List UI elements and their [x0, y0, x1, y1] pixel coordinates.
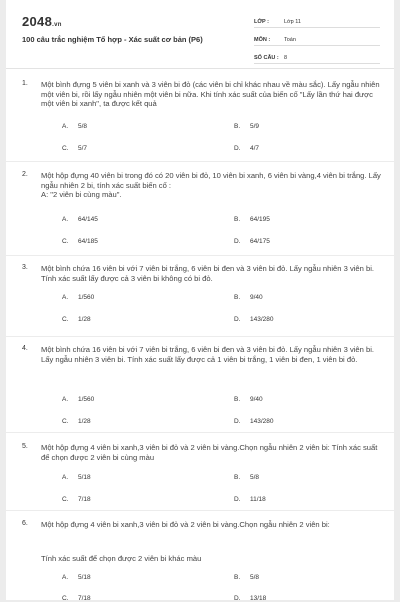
logo-text: 2048: [22, 14, 53, 29]
question-number: 6.: [22, 520, 28, 527]
option-a[interactable]: A. 5/8: [62, 123, 88, 130]
option-c[interactable]: C. 64/185: [62, 238, 98, 245]
option-b[interactable]: B. 5/9: [234, 123, 260, 130]
document-title: 100 câu trắc nghiệm Tổ hợp - Xác suất cơ bản (P6): [22, 35, 203, 44]
option-a[interactable]: A. 1/560: [62, 396, 95, 403]
question-1: [22, 80, 380, 158]
question-text: Một bình chứa 16 viên bi với 7 viên bi trắng, 6 viên bi đen và 3 viên bi đỏ. Lấy ngẫu nhiên 3 viên bi. Lấy ngẫu nhiên 3 viên bi. Tính xác suất lấy được cả 1 viên bi trắng, 1 viên bi đen, 1 viên bi đỏ.: [41, 345, 375, 364]
meta-row-count: [254, 48, 380, 64]
option-a[interactable]: A. 64/145: [62, 216, 98, 223]
option-b[interactable]: B. 64/195: [234, 216, 270, 223]
site-logo[interactable]: [22, 14, 62, 29]
question-text: Một hộp đựng 4 viên bi xanh,3 viên bi đỏ và 2 viên bi vàng.Chọn ngẫu nhiên 2 viên bi: Tính xác suất để chọn được 2 viên bi cùng màu: [41, 443, 378, 462]
option-b[interactable]: B. 9/40: [234, 294, 263, 301]
meta-panel: [254, 12, 380, 66]
question-text: Một bình chứa 16 viên bi với 7 viên bi trắng, 6 viên bi đen và 3 viên bi đỏ. Lấy ngẫu nhiên 3 viên bi. Tính xác suất lấy được cả 3 viên bi không có bi đỏ.: [41, 264, 375, 283]
meta-row-class: [254, 12, 380, 28]
question-number: 4.: [22, 345, 28, 352]
question-3: [22, 264, 380, 334]
question-text: Một hộp đựng 4 viên bi xanh,3 viên bi đỏ và 2 viên bi vàng.Chọn ngẫu nhiên 2 viên bi:: [41, 520, 330, 529]
header-divider: [6, 68, 394, 69]
meta-row-subject: [254, 30, 380, 46]
option-a[interactable]: A. 5/18: [62, 574, 91, 581]
option-d[interactable]: D. 64/175: [234, 238, 270, 245]
option-d[interactable]: D. 11/18: [234, 496, 266, 503]
question-number: 1.: [22, 80, 28, 87]
logo-suffix: .vn: [52, 22, 62, 28]
question-subtext: Tính xác suất để chọn được 2 viên bi khác màu: [41, 554, 202, 563]
question-6: [22, 520, 380, 600]
option-b[interactable]: B. 5/8: [234, 574, 260, 581]
option-b[interactable]: B. 9/40: [234, 396, 263, 403]
option-c[interactable]: C. 7/18: [62, 496, 91, 503]
option-a[interactable]: A. 5/18: [62, 474, 91, 481]
question-separator: [6, 336, 394, 337]
document-header: [6, 0, 394, 68]
question-number: 3.: [22, 264, 28, 271]
option-b[interactable]: B. 5/8: [234, 474, 260, 481]
question-2: [22, 171, 380, 251]
question-number: 5.: [22, 443, 28, 450]
option-d[interactable]: D. 4/7: [234, 145, 260, 152]
question-separator: [6, 161, 394, 162]
question-4: [22, 345, 380, 430]
question-number: 2.: [22, 171, 28, 178]
question-text: Một bình đựng 5 viên bi xanh và 3 viên bi đỏ (các viên bi chỉ khác nhau về màu sắc). Lấy ngẫu nhiên một viên bi, rồi lấy ngẫu nhiên một viên bi nữa. Khi tính xác suất của biến cố "Lấy lần thứ hai được một viên bi xanh", ta được kết quả: [41, 80, 380, 108]
option-d[interactable]: D. 13/18: [234, 595, 267, 602]
meta-value: Lớp 11: [284, 19, 301, 25]
meta-value: Toán: [284, 37, 296, 43]
question-text: Một hộp đựng 40 viên bi trong đó có 20 viên bi đỏ, 10 viên bi xanh, 6 viên bi vàng,4 viên bi trắng. Lấy ngẫu nhiên 2 bi, tính xác suất biến cố : A: "2 viên bi cùng màu".: [41, 171, 381, 199]
option-c[interactable]: C. 7/18: [62, 595, 91, 602]
meta-label: MÔN :: [254, 37, 271, 43]
option-c[interactable]: C. 1/28: [62, 418, 91, 425]
question-separator: [6, 255, 394, 256]
option-c[interactable]: C. 5/7: [62, 145, 88, 152]
option-c[interactable]: C. 1/28: [62, 316, 91, 323]
question-separator: [6, 510, 394, 511]
meta-label: SỐ CÂU :: [254, 55, 279, 61]
option-d[interactable]: D. 143/280: [234, 418, 274, 425]
option-a[interactable]: A. 1/560: [62, 294, 95, 301]
document-page: [6, 0, 394, 600]
meta-value: 8: [284, 55, 288, 61]
meta-label: LỚP :: [254, 19, 269, 25]
option-d[interactable]: D. 143/280: [234, 316, 274, 323]
question-separator: [6, 432, 394, 433]
question-5: [22, 443, 380, 508]
